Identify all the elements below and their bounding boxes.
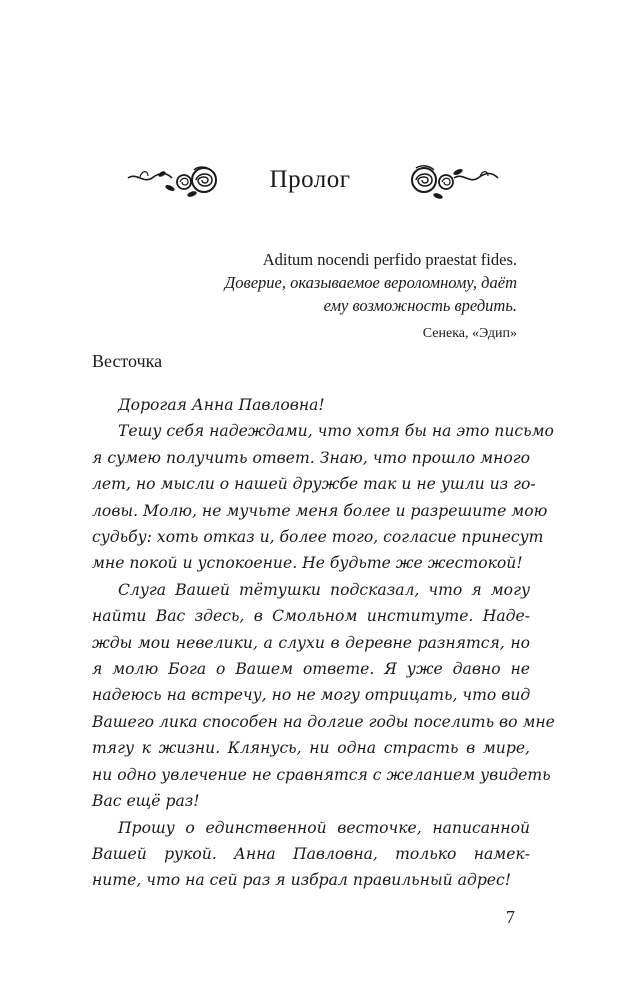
- letter-line: Дорогая Анна Павловна!: [118, 396, 325, 414]
- section-title: Весточка: [92, 351, 163, 371]
- letter-line: мне покой и успокоение. Не будьте же жестокой!: [92, 554, 523, 573]
- letter-line: Слуга Вашей тётушки подсказал, что я могу: [118, 580, 530, 599]
- letter-line: Вас ещё раз!: [92, 792, 200, 811]
- letter-line: надеюсь на встречу, но не могу отрицать, что вид: [92, 686, 531, 705]
- epigraph-latin: Aditum nocendi perfido praestat fides.: [262, 250, 517, 269]
- chapter-heading: [120, 158, 500, 210]
- letter-line: ните, что на сей раз я избрал правильный адрес!: [92, 871, 512, 890]
- letter-line: Вашего лика способен на долгие годы поселить во мне: [92, 712, 555, 731]
- letter-line: ни одно увлечение не сравнятся с желанием увидеть: [92, 765, 551, 784]
- epigraph-attribution: Сенека, «Эдип»: [422, 326, 517, 341]
- letter-line: тягу к жизни. Клянусь, ни одна страсть в мире,: [92, 739, 530, 758]
- letter-line: жды мои невелики, а слухи в деревне разнятся, но: [92, 633, 530, 652]
- letter-line: Тешу себя надеждами, что хотя бы на это письмо: [118, 422, 554, 441]
- page-number: 7: [506, 907, 515, 927]
- letter-line: найти Вас здесь, в Смольном институте. Наде-: [92, 607, 530, 626]
- letter-line: я молю Бога о Вашем ответе. Я уже давно не: [92, 660, 530, 679]
- letter-line: судьбу: хоть отказ и, более того, согласие принесут: [92, 528, 544, 547]
- epigraph-translation-line1: Доверие, оказываемое вероломному, даёт: [224, 273, 517, 292]
- letter-line: Вашей рукой. Анна Павловна, только намек-: [92, 844, 530, 863]
- epigraph-translation-line2: ему возможность вредить.: [323, 296, 517, 315]
- rose-ornament-right-icon: [408, 158, 500, 202]
- chapter-title: Пролог: [269, 166, 351, 193]
- letter-line: лет, но мысли о нашей дружбе так и не ушли из го-: [92, 475, 536, 494]
- letter-body: [92, 392, 555, 894]
- letter-line: ловы. Молю, не мучьте меня более и разрешите мою: [92, 501, 548, 520]
- letter-line: я сумею получить ответ. Знаю, что прошло много: [92, 448, 530, 467]
- letter-line: Прошу о единственной весточке, написанной: [118, 818, 530, 837]
- epigraph: [197, 248, 517, 345]
